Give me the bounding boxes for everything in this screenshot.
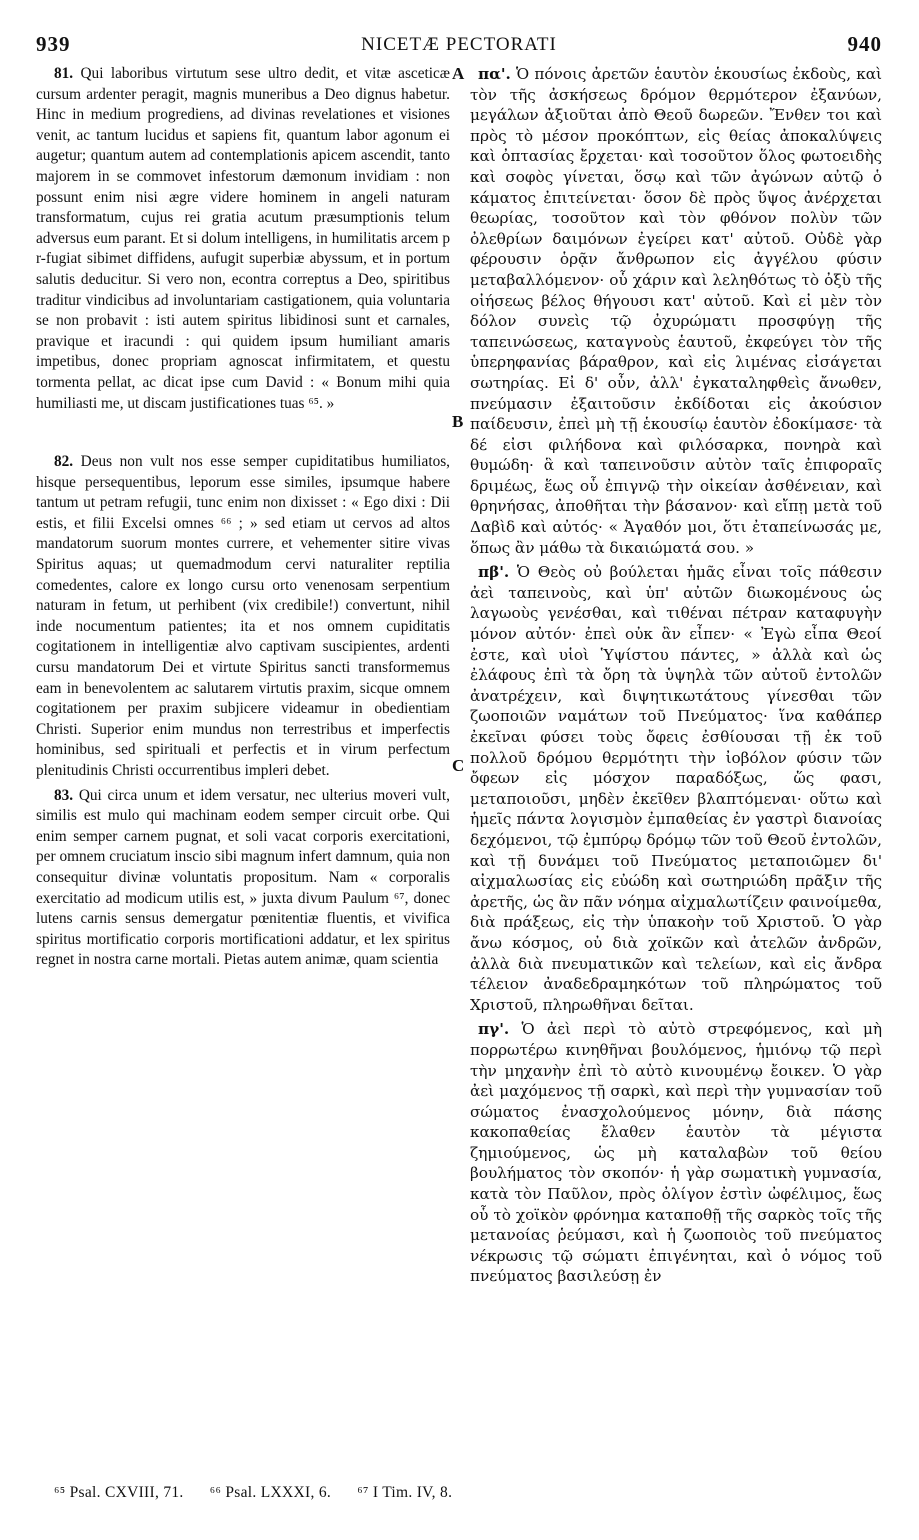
section-text: Ὁ ἀεὶ περὶ τὸ αὐτὸ στρεφόμενος, καὶ μὴ πορρωτέρω κινηθῆναι βουλόμενος, ἡμιόνῳ τῷ περὶ τὴν μηχανὴν ἐπὶ τὸ αὐτὸ κινουμένῳ ἔοικεν. Ὁ γὰρ ἀεὶ μαχόμενος τῇ σαρκὶ, καὶ περὶ τὴν γυμνασίαν τοῦ σώματος ἐνασχολούμενος μόνην, διὰ πάσης κακοπαθείας ἔλαθεν ἑαυτὸν τὰ μέγιστα ζημιούμενος, ὡς μὴ καταλαβὼν τοῦ θείου βουλήματος τὸν σκοπόν· ἡ γὰρ σωματικὴ γυμνασία, κατὰ τὸν Παῦλον, πρὸς ὀλίγον ἐστὶν ὠφέλιμος, ἕως οὗ τὸ χοϊκὸν φρόνημα καταποθῇ τῆς σαρκὸς τοῖς τῆς μετανοίας ῥεύμασι, καὶ ἡ ζωοποιὸς τοῦ πνεύματος νέκρωσις τῷ σώματι ἐπιγένηται, καὶ ὁ νόμος τοῦ πνεύματος βασιλεύσῃ ἐν [470,1020,882,1286]
section-number: πβ'. [478,563,510,582]
running-title: NICETÆ PECTORATI [361,34,557,55]
section-text: Deus non vult nos esse semper cupiditatibus humiliatos, hisque persequentibus, leporum esse similes, ipsumque habere tantum ut petram refugii, tunc enim non dixisset : « Ego dixi : Dii estis, et filii Excelsi omnes ⁶⁶ ; » sed etiam ut cervos ad altos mandatorum suorum montes currere, et vehementer sitire vivas Spiritus aquas; ut quemadmodum cervi naturaliter reptilia comedentes, calore ex longo cursu orto venenosam serpentium naturam in fetum, ut perhibent (vix credibile!) convertunt, nihil inde nocumentum patientes; ita et nos omnem cupiditatis cogitationem in intelligentiæ alvo captivam suscipientes, ardenti cursu mandatorum Dei et virtute Spiritus sancti transformemus eam in benevolentem ac salutarem virtutis praxim, sicque omnem cogitationem per praxim subjicere videamur in obedientiam Christi. Superior enim mundus non terrestribus et imperfectis hominibus, sed spirituali et perfectis et in virum perfectum plenitudinis Christi occurrentibus impleri debet. [36,453,450,779]
page-number-left: 939 [36,32,71,56]
latin-section-82 [36,452,450,782]
greek-section-81 [470,64,882,558]
section-text: Qui circa unum et idem versatur, nec ulterius moveri vult, similis est mulo qui machinam eodem semper circuit orbe. Qui enim semper carnem pugnat, et soli vacat corporis exercitationi, per omnem cruciatum inscio sibi magnum infert damnum, quia non consequitur divinæ voluntatis propositum. Nam « corporalis exercitatio ad modicum utilis est, » juxta divum Paulum ⁶⁷, donec lutens carnis sensus demergatur pœnitentiæ fluentis, et vivifica spiritus mortificatio corporis mortificationi addatur, et lex spiritus regnet in nostra carne mortali. Pietas autem animæ, quam scientia [36,786,451,969]
section-text: Qui laboribus virtutum sese ultro dedit, et vitæ asceticæ cursum ardenter peragit, magnis muneribus a Deo dignus habetur. Hinc in medium progrediens, ad divinas revelationes et visiones venit, ac tantum lucidus et sapiens fit, quantum labor agonum ei augetur; quantum autem ad contemplationis apicem ascendit, tanto majorem in se commovet infestorum dæmonum invidiam : non possunt enim nisi ægre videre hominem in angeli naturam transformatum, cujus rei gratia acutum præsumptionis telum adversus eum parant. Et si dolum intelligens, in humilitatis arcem p r-fugiat sibimet diffidens, aufugit superbiæ abyssum, et in portum salutis deducitur. Si vero non, econtra correptus a Deo, spiritibus traditur vindicibus ad involuntariam castigationem, quia voluntaria se non probavit : isti autem spiritus libidinosi sunt et carnales, pravique et iracundi : qui quidem ipsum humiliant amaris impetibus, donec propriam agnoscat infirmitatem, et questu tormenta pellat, ac dicat ipse cum David : « Bonum mihi quia humiliasti me, ut discam justificationes tuas ⁶⁵. » [36,65,450,412]
footnote-66: ⁶⁶ Psal. LXXXI, 6. [209,1484,332,1501]
section-number: 81. [54,65,74,82]
greek-section-83 [470,1019,882,1287]
margin-marker-a: A [452,64,465,83]
section-number: πγ'. [478,1020,510,1039]
footnote-65: ⁶⁵ Psal. CXVIII, 71. [54,1484,184,1501]
margin-marker-b: B [452,412,464,431]
footnote-67: ⁶⁷ I Tim. IV, 8. [357,1484,453,1501]
section-number: 82. [54,453,74,471]
margin-marker-c: C [452,756,465,775]
greek-column [470,64,882,1287]
latin-section-83 [36,786,450,971]
section-number: 83. [54,786,74,804]
section-number: πα'. [478,65,511,83]
section-text: Ὁ Θεὸς οὐ βούλεται ἡμᾶς εἶναι τοῖς πάθεσιν ἀεὶ ταπεινοὺς, καὶ ὑπ' αὐτῶν διωκομένους ὡς λαγωοὺς γενέσθαι, καὶ τιθέναι πέτραν καταφυγὴν μόνον αὐτόν· ἐπεὶ οὐκ ἂν εἶπεν· « Ἐγὼ εἶπα Θεοί ἐστε, καὶ υἱοὶ Ὑψίστου πάντες, » ἀλλὰ καὶ ὡς ἐλάφους ἐπὶ τὰ ὄρη τὰ ὑψηλὰ τῶν αὐτοῦ ἐντολῶν ἀνατρέχειν, καὶ διψητικωτάτους γίνεσθαι τῶν ζωοποιῶν ναμάτων τοῦ Πνεύματος· ἵνα καθάπερ ἐκεῖναι φύσει τοὺς ὄφεις ἐσθίουσαι τῇ ἐκ τοῦ πολλοῦ δρόμου θερμότητι τὴν ἰοβόλον φύσιν τῶν ὄφεων εἰς μόσχον παραδόξως, ὥς φασι, μεταποιοῦσι, μηδὲν ἐκεῖθεν βλαπτόμεναι· οὕτω καὶ ἡμεῖς πάντα λογισμὸν ἐμπαθείας ἐν γαστρὶ διανοίας δεχόμενοι, τῷ ἐμπύρῳ δρόμῳ τῶν τοῦ Θεοῦ ἐντολῶν, καὶ τῇ δυνάμει τοῦ Πνεύματος μεταποιῶμεν δι' αἰχμαλωσίας εἰς εὐώδη καὶ σωτηριώδη πρᾶξιν τῆς ἀρετῆς, ὡς ἂν πᾶν νόημα αἰχμαλωτίζειν φαινοίμεθα, διὰ πράξεως, εἰς τὴν ὑπακοὴν τοῦ Χριστοῦ. Ὁ γὰρ ἄνω κόσμος, οὐ διὰ χοϊκῶν καὶ ἀτελῶν ἀνδρῶν, ἀλλὰ διὰ πνευματικῶν καὶ τελείων, καὶ εἰς ἄνδρα τέλειον ἀναδεδραμηκότων τοῦ πληρώματος τοῦ Χριστοῦ, πληρωθῆναι δεῖται. [470,563,882,1014]
latin-section-81 [36,64,450,414]
page-header [36,32,882,58]
section-text: Ὁ πόνοις ἀρετῶν ἑαυτὸν ἑκουσίως ἐκδοὺς, καὶ τὸν τῆς ἀσκήσεως δρόμον θερμότερον ἐξανύων, μεγάλων ἀξιοῦται ἀπὸ Θεοῦ δωρεῶν. Ἔνθεν τοι καὶ πρὸς τὸ μέσον προκόπτων, εἰς θείας ἀποκαλύψεις καὶ ὀπτασίας ἔρχεται· καὶ τοσοῦτον ὅλος φωτοειδὴς καὶ σοφὸς γίνεται, ὅσῳ καὶ τῶν ἀγώνων αὐτῷ ὁ κάματος ἐπιτείνεται· ὅσον δὲ πρὸς ὕψος ἀνέρχεται θεωρίας, τοσοῦτον καὶ τὸν φθόνον πολὺν τῶν ὀλεθρίων δαιμόνων ἐγείρει κατ' αὐτοῦ. Οὐδὲ γὰρ φέρουσιν ὁρᾷν ἄνθρωπον εἰς ἀγγέλου φύσιν μεταβαλλόμενον· οὗ χάριν καὶ λεληθότως τὸ ὀξὺ τῆς οἰήσεως βέλος θήγουσι κατ' αὐτοῦ. Καὶ εἰ μὲν τὸν δόλον συνεὶς τῷ ὀχυρώματι προσφύγῃ τῆς ταπεινώσεως, καταγνοὺς ἑαυτοῦ, ἐκφεύγει τὸν τῆς ὑπερηφανίας βάραθρον, καὶ εἰς λιμένας εἰσάγεται σωτηρίας. Εἰ δ' οὖν, ἀλλ' ἐγκαταληφθεὶς ἄνωθεν, πνεύμασιν ἐξαιτοῦσιν ἐκδίδοται εἰς ἀκούσιον παίδευσιν, ἐπεὶ μὴ τῇ ἑκουσίῳ ἑαυτὸν ἐδοκίμασε· τὰ δέ εἰσι φιλήδονα καὶ φιλόσαρκα, πονηρὰ καὶ θυμώδη· ἃ καὶ ταπεινοῦσιν αὐτὸν ταῖς ἐπιφοραῖς δριμέως, ἕως οὗ ἐπιγνῷ τὴν οἰκείαν ἀσθένειαν, καὶ θρηνήσας, ἀποθῆται τὴν βάσανον· καὶ εἴπῃ μετὰ τοῦ Δαβὶδ καὶ αὐτός· « Ἀγαθόν μοι, ὅτι ἐταπείνωσάς με, ὅπως ἂν μάθω τὰ δικαιώματά σου. » [470,65,882,557]
page-number-right: 940 [847,32,882,56]
greek-section-82 [470,562,882,1015]
latin-column [36,64,450,971]
footnotes [54,1484,474,1502]
